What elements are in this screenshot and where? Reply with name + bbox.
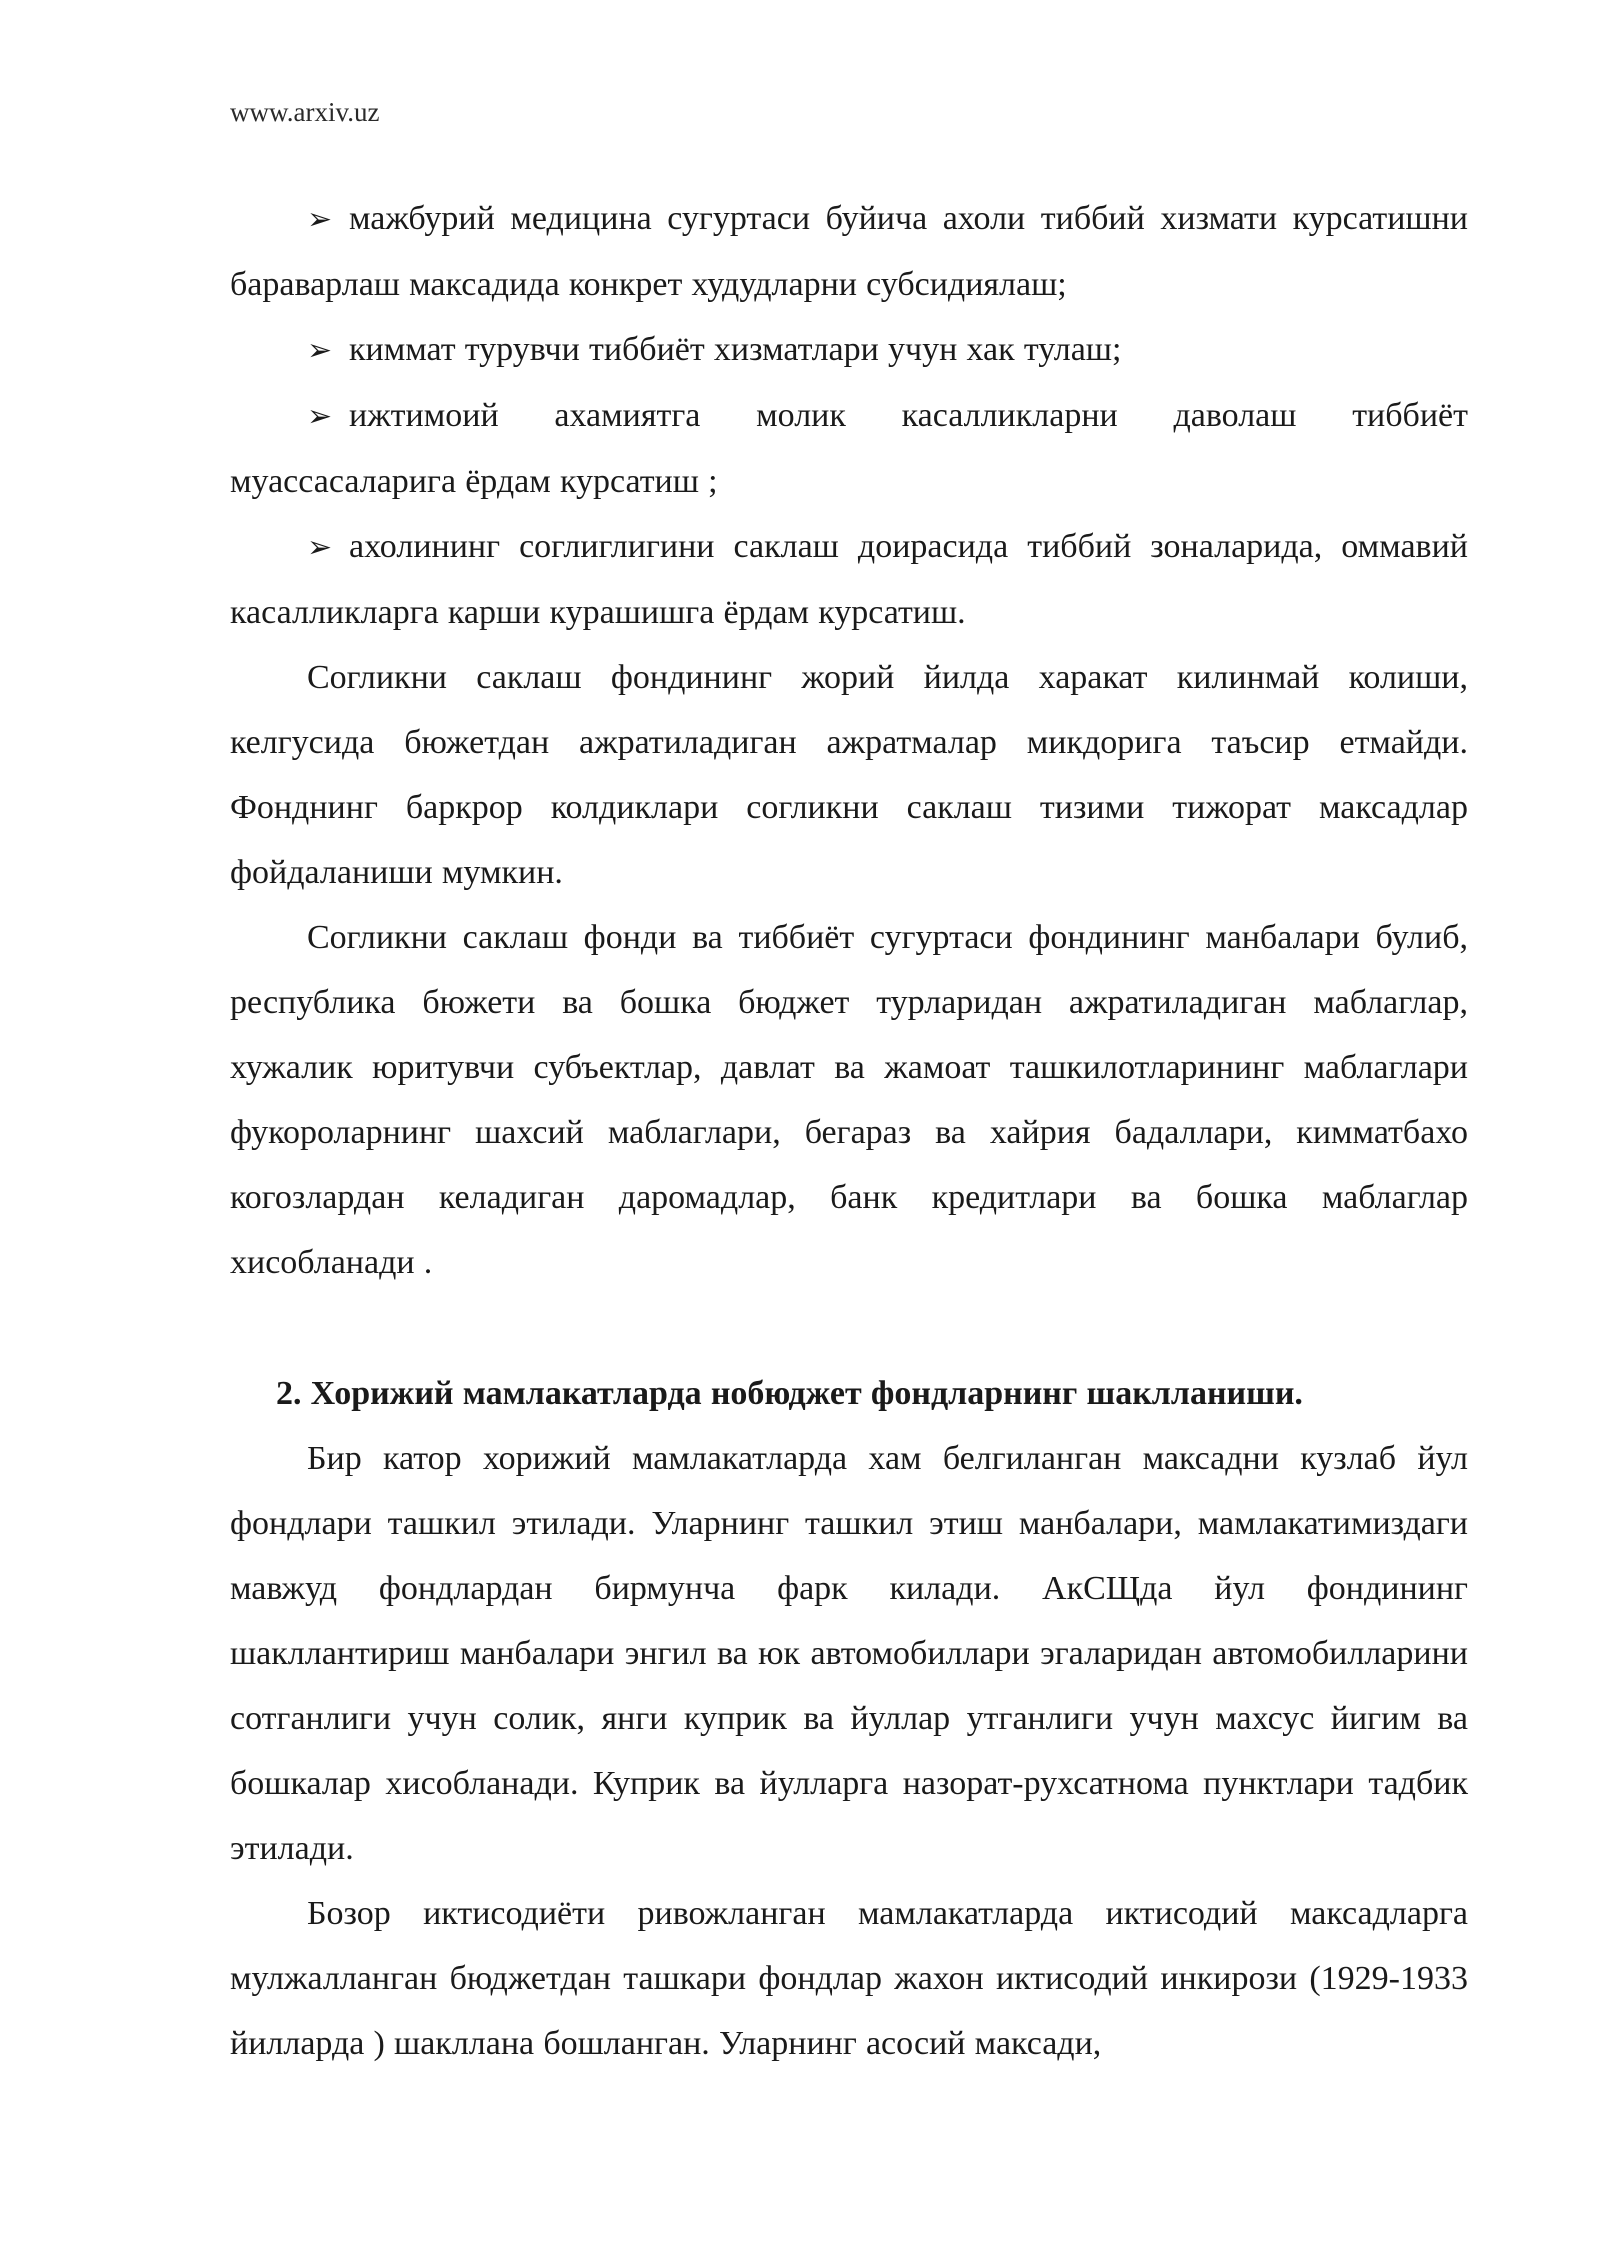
bullet-item [230, 186, 1468, 317]
arrow-bullet-icon: ➢ [307, 202, 333, 237]
bullet-text: ахолининг соглиглигини саклаш доирасида тиббий зоналарида, оммавий касалликларга карши курашишга ёрдам курсатиш. [230, 528, 1468, 631]
paragraph: Бир катор хорижий мамлакатларда хам белгиланган максадни кузлаб йул фондлари ташкил этилади. Уларнинг ташкил этиш манбалари, мамлакатимиздаги мавжуд фондлардан бирмунча фарк килади. АкСЩда йул фондининг шакллантириш манбалари энгил ва юк автомобиллари эгаларидан автомобилларини сотганлиги учун солик, янги куприк ва йуллар утганлиги учун махсус йигим ва бошкалар хисобланади. Куприк ва йулларга назорат-рухсатнома пунктлари тадбик этилади. [230, 1440, 1468, 1867]
paragraph: Согликни саклаш фондининг жорий йилда харакат килинмай колиши, келгусида бюжетдан ажратиладиган ажратмалар микдорига таъсир етмайди. Фонднинг баркрор колдиклари согликни саклаш тизими тижорат максадлар фойдаланиши мумкин. [230, 659, 1468, 891]
spacer [230, 1295, 1468, 1361]
bullet-text: ижтимоий ахамиятга молик касалликларни даволаш тиббиёт муассасаларига ёрдам курсатиш ; [230, 397, 1468, 500]
bullet-text: мажбурий медицина сугуртаси буйича ахоли тиббий хизмати курсатишни бараварлаш максадида конкрет худудларни субсидиялаш; [230, 200, 1468, 303]
page-header-site: www.arxiv.uz [230, 97, 380, 127]
bullet-item [230, 514, 1468, 645]
arrow-bullet-icon: ➢ [307, 399, 333, 434]
bullet-item [230, 383, 1468, 514]
paragraph: Согликни саклаш фонди ва тиббиёт сугуртаси фондининг манбалари булиб, республика бюжети ва бошка бюджет турларидан ажратиладиган маблаглар, хужалик юритувчи субъектлар, давлат ва жамоат ташкилотларининг маблаглари фукороларнинг шахсий маблаглари, бегараз ва хайрия бадаллари, кимматбахо когозлардан келадиган даромадлар, банк кредитлари ва бошка маблаглар хисобланади . [230, 919, 1468, 1281]
bullet-text: киммат турувчи тиббиёт хизматлари учун хак тулаш; [349, 331, 1122, 368]
arrow-bullet-icon: ➢ [307, 333, 333, 368]
arrow-bullet-icon: ➢ [307, 530, 333, 565]
section-heading: 2. Хорижий мамлакатларда нобюджет фондларнинг шаклланиши. [276, 1375, 1303, 1412]
document-body [230, 186, 1468, 2076]
bullet-item [230, 317, 1468, 383]
paragraph: Бозор иктисодиёти ривожланган мамлакатларда иктисодий максадларга мулжалланган бюджетдан ташкари фондлар жахон иктисодий инкирози (1929-1933 йилларда ) шакллана бошланган. Уларнинг асосий максади, [230, 1895, 1468, 2062]
